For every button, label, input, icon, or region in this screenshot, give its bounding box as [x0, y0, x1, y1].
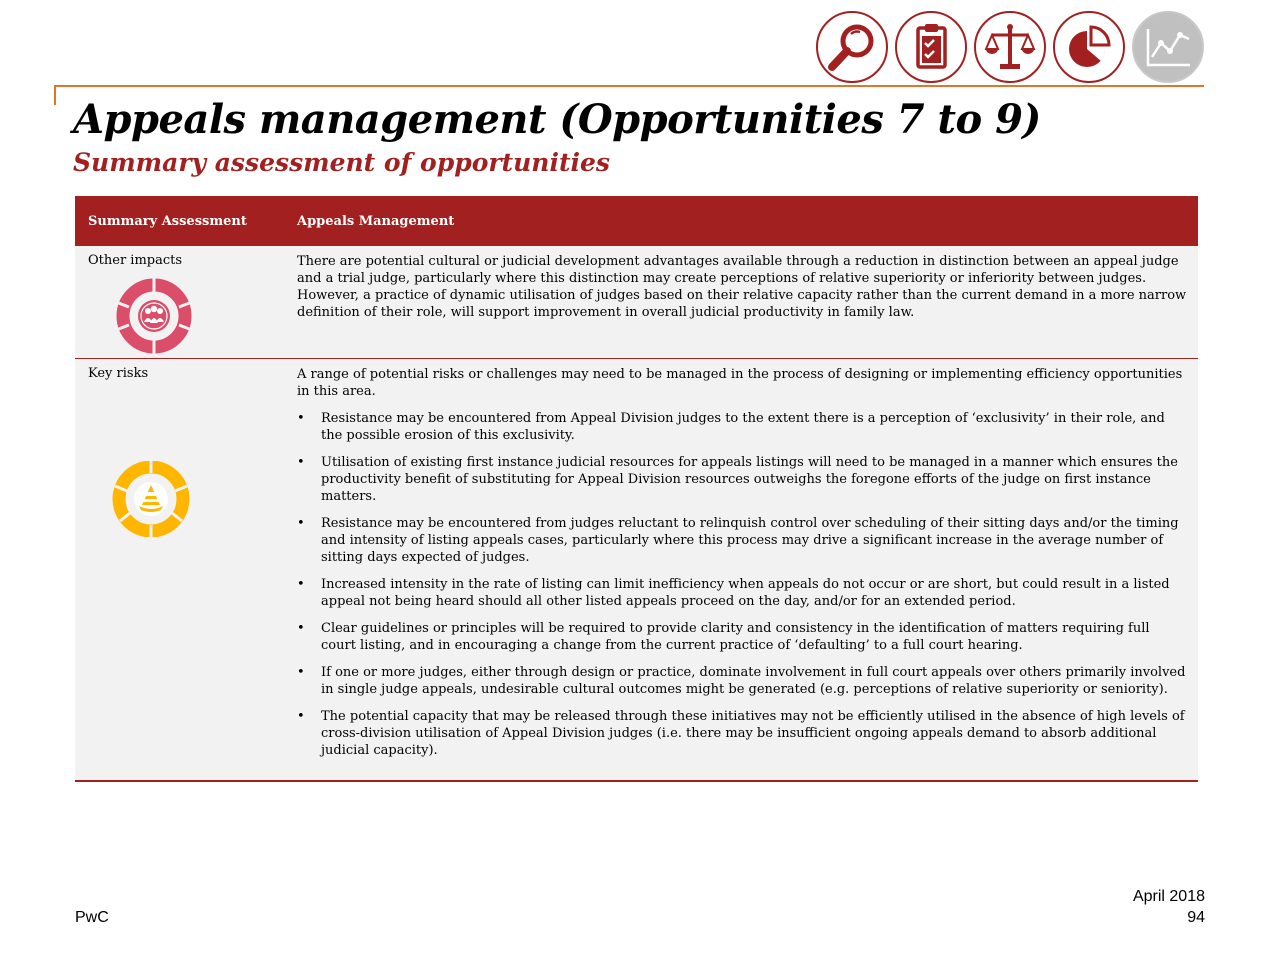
clipboard-check-icon[interactable]	[895, 11, 967, 83]
magnifier-icon[interactable]	[816, 11, 888, 83]
page-number: 94	[1187, 909, 1205, 926]
pie-chart-icon[interactable]	[1053, 11, 1125, 83]
column-header-summary: Summary Assessment	[88, 214, 247, 229]
row-label: Key risks	[88, 366, 149, 381]
list-item: • The potential capacity that may be released through these initiatives may not be efficiently utilised in the absence of high levels of cross-division utilisation of Appeal Division judges (i.e. there may be insufficient ongoing appeals demand to absorb additional judicial capacity).	[297, 708, 1187, 759]
row-label: Other impacts	[88, 253, 183, 268]
table-row-key-risks	[75, 359, 1198, 782]
risks-intro: A range of potential risks or challenges may need to be managed in the process of designing or implementing efficiency opportunities in this area.	[297, 367, 1183, 399]
risks-list	[297, 410, 1187, 759]
list-item: • Utilisation of existing first instance judicial resources for appeals listings will need to be managed in a manner which ensures the productivity benefit of substituting for Appeal Division resources outweighs the foregone efforts of the judge on first instance matters.	[297, 454, 1187, 505]
page-subtitle: Summary assessment of opportunities	[73, 148, 610, 177]
list-item: • If one or more judges, either through design or practice, dominate involvement in full court appeals over others primarily involved in single judge appeals, undesirable cultural outcomes might be generated (e.g. perceptions of relative superiority or seniority).	[297, 664, 1187, 698]
page-title: Appeals management (Opportunities 7 to 9)	[73, 96, 1041, 143]
column-header-appeals: Appeals Management	[297, 214, 455, 229]
list-item: • Increased intensity in the rate of listing can limit inefficiency when appeals do not occur or are short, but could result in a listed appeal not being heard should all other listed appeals proceed on the day, and/or for an extended period.	[297, 576, 1187, 610]
traffic-cone-ring-icon	[112, 461, 190, 541]
people-ring-icon	[112, 278, 196, 358]
assessment-table	[75, 196, 1198, 782]
footer-meta	[1133, 886, 1205, 928]
list-item: • Clear guidelines or principles will be required to provide clarity and consistency in the identification of matters requiring full court listing, and in encouraging a change from the current practice of ‘defaulting’ to a full court hearing.	[297, 620, 1187, 654]
list-item: • Resistance may be encountered from judges reluctant to relinquish control over scheduling of their sitting days and/or the timing and intensity of listing appeals cases, particularly where this process may drive a significant increase in the average number of sitting days expected of judges.	[297, 515, 1187, 566]
table-header	[75, 196, 1198, 246]
table-row-other-impacts	[75, 246, 1198, 359]
header-rule	[54, 85, 1204, 87]
footer-brand: PwC	[75, 909, 109, 926]
scales-icon[interactable]	[974, 11, 1046, 83]
row-content	[297, 366, 1187, 769]
list-item: • Resistance may be encountered from Appeal Division judges to the extent there is a perception of ‘exclusivity’ in their role, and the possible erosion of this exclusivity.	[297, 410, 1187, 444]
footer-date: April 2018	[1132, 888, 1205, 905]
header-rule-tick	[54, 85, 56, 105]
line-chart-icon[interactable]	[1132, 11, 1204, 83]
impact-text: There are potential cultural or judicial development advantages available through a reduction in distinction between an appeal judge and a trial judge, particularly where this distinction may create perceptions of relative superiority or inferiority between judges. However, a practice of dynamic utilisation of judges based on their relative capacity rather than the current demand in a more narrow definition of their role, will support improvement in overall judicial productivity in family law.	[297, 254, 1187, 320]
row-content	[297, 253, 1187, 321]
